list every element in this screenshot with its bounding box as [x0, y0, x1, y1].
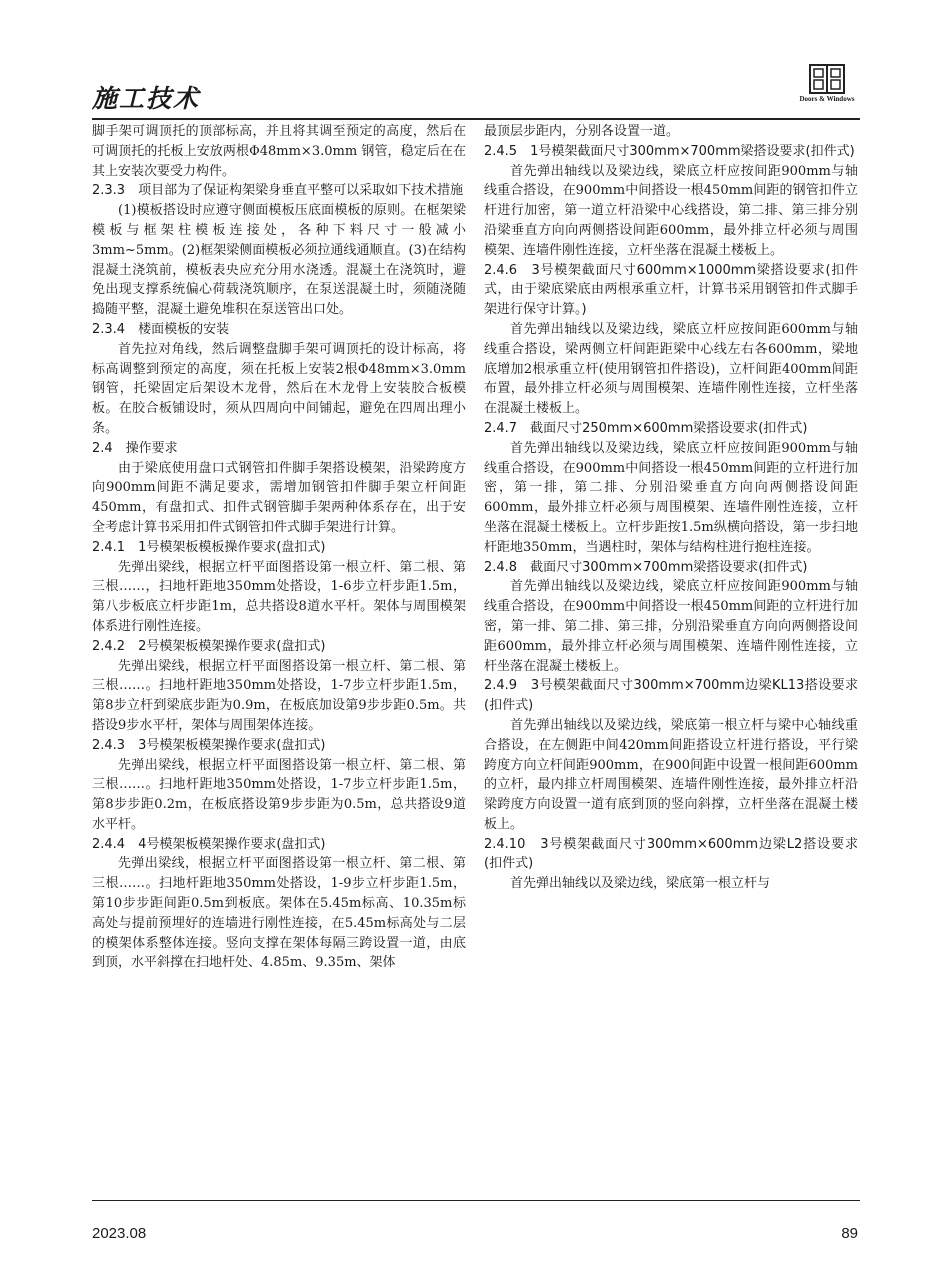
body-paragraph: 首先弹出轴线以及梁边线，梁底立杆应按间距900mm与轴线重合搭设，在900mm中间搭设一根450mm间距的立杆进行加密，第一排、第二排、第三排，分别沿梁垂直方向向两侧搭设间距600mm，最外排立杆必须与周围模架、连墙件刚性连接，立杆坐落在混凝土楼板上。 — [484, 579, 858, 674]
right-column — [484, 122, 858, 894]
body-paragraph: 最顶层步距内，分别各设置一道。 — [484, 124, 680, 139]
body-paragraph: (1)模板搭设时应遵守侧面模板压底面模板的原则。在框架梁模板与框架柱模板连接处，各种下料尺寸一般减小3mm~5mm。(2)框架梁侧面模板必须拉通线通顺直。(3)在结构混凝土浇筑前，模板表央应充分用水浇透。混凝土在浇筑时，避免出现支撑系统偏心荷载浇筑顺序，在泵送混凝土时，须随浇随捣随平整，混凝土避免堆积在泵送管出口处。 — [92, 203, 466, 318]
section-heading: 2.4.1 1号模架板模板操作要求(盘扣式) — [92, 539, 326, 555]
body-paragraph: 先弹出梁线，根据立杆平面图搭设第一根立杆、第二根、第三根……。扫地杆距地350mm处搭设，1-7步立杆步距1.5m，第8步立杆到梁底步距为0.9m，在板底加设第9步步距0.5m。共搭设9步水平杆，架体与周围架体连接。 — [92, 658, 466, 733]
window-logo-icon — [809, 64, 845, 94]
header-rule — [92, 118, 860, 120]
section-heading: 2.4.7 截面尺寸250mm×600mm梁搭设要求(扣件式) — [484, 420, 808, 436]
section-heading: 2.4.8 截面尺寸300mm×700mm梁搭设要求(扣件式) — [484, 559, 808, 575]
body-paragraph: 首先弹出轴线以及梁边线，梁底第一根立杆与 — [510, 876, 771, 892]
section-heading: 2.4.10 3号模架截面尺寸300mm×600mm边梁L2搭设要求(扣件式) — [484, 836, 858, 872]
section-heading: 2.4.5 1号模架截面尺寸300mm×700mm梁搭设要求(扣件式) — [484, 143, 855, 159]
doors-windows-logo — [796, 64, 858, 104]
body-paragraph: 由于梁底使用盘口式钢管扣件脚手架搭设模架，沿梁跨度方向900mm间距不满足要求，需增加钢管扣件脚手架立杆间距450mm，有盘扣式、扣件式钢管脚手架两种体系存在，出于安全考虑计算书采用扣件式钢管扣件式脚手架进行计算。 — [92, 460, 466, 535]
body-paragraph: 脚手架可调顶托的顶部标高，并且将其调至预定的高度，然后在可调顶托的托板上安放两根Φ48mm×3.0mm 钢管，稳定后在在其上安装次要受力构件。 — [92, 124, 466, 179]
body-paragraph: 首先拉对角线，然后调整盘脚手架可调顶托的设计标高，将标高调整到预定的高度，须在托板上安装2根Φ48mm×3.0mm钢管，托梁固定后架设木龙骨，然后在木龙骨上安装胶合板模板。在胶合板铺设时，须从四周向中间铺起，避免在四周出理小条。 — [92, 341, 466, 436]
footer-rule — [92, 1200, 860, 1201]
body-paragraph: 首先弹出轴线以及梁边线，梁底第一根立杆与梁中心轴线重合搭设，在左侧距中间420mm间距搭设立杆进行搭设，平行梁跨度方向立杆间距900mm，在900间距中设置一根间距600mm的立杆，最内排立杆周围模架、连墙件刚性连接，最外排立杆沿梁跨度方向设置一道有底到顶的竖向斜撑，立杆坐落在混凝土楼板上。 — [484, 717, 858, 832]
body-paragraph: 首先弹出轴线以及梁边线，梁底立杆应按间距900mm与轴线重合搭设，在900mm中间搭设一根450mm间距的钢管扣件立杆进行加密，第一道立杆沿梁中心线搭设，第二排、第三排分别沿梁垂直方向向两侧搭设间距600mm，最外排立杆必须与周围模架、连墙件刚性连接，立杆坐落在混凝土楼板上。 — [484, 163, 858, 258]
section-heading: 2.4.2 2号模架板模架操作要求(盘扣式) — [92, 638, 326, 654]
logo-text: Doors & Windows — [799, 95, 855, 103]
body-paragraph: 先弹出梁线，根据立杆平面图搭设第一根立杆、第二根、第三根……。扫地杆距地350mm处搭设，1-7步立杆步距1.5m，第8步步距0.2m，在板底搭设第9步步距为0.5m，总共搭设9道水平杆。 — [92, 757, 466, 832]
body-paragraph: 先弹出梁线，根据立杆平面图搭设第一根立杆、第二根、第三根……。扫地杆距地350mm处搭设，1-9步立杆步距1.5m，第10步步距间距0.5m到板底。架体在5.45m标高、10.35m标高处与提前预埋好的连墙进行刚性连接，在5.45m标高处与二层的模架体系整体连接。竖向支撑在架体每隔三跨设置一道，由底到顶，水平斜撑在扫地杆处、4.85m、9.35m、架体 — [92, 856, 466, 971]
section-heading: 2.4.3 3号模架板模架操作要求(盘扣式) — [92, 737, 326, 753]
section-heading: 2.4.6 3号模架截面尺寸600mm×1000mm梁搭设要求(扣件式，由于梁底梁底由两根承重立杆，计算书采用钢管扣件式脚手架进行保守计算。) — [484, 262, 858, 318]
section-heading: 2.4.9 3号模架截面尺寸300mm×700mm边梁KL13搭设要求(扣件式) — [484, 678, 858, 714]
page-number: 89 — [841, 1225, 858, 1242]
body-paragraph: 首先弹出轴线以及梁边线，梁底立杆应按间距600mm与轴线重合搭设，梁两侧立杆间距距梁中心线左右各600mm，梁地底增加2根承重立杆(使用钢管扣件搭设)，立杆间距400mm间距布置，最外排立杆必须与周围模架、连墙件刚性连接，立杆坐落在混凝土楼板上。 — [484, 321, 858, 417]
section-heading: 2.3.3 项目部为了保证构架梁身垂直平整可以采取如下技术措施 — [92, 183, 464, 199]
section-title: 施工技术 — [92, 84, 201, 113]
left-column — [92, 122, 466, 973]
section-heading: 2.4 操作要求 — [92, 440, 178, 456]
body-paragraph: 首先弹出轴线以及梁边线，梁底立杆应按间距900mm与轴线重合搭设，在900mm中间搭设一根450mm间距的立杆进行加密，第一排，第二排、分别沿梁垂直方向向两侧搭设间距600mm，最外排立杆必须与周围模架、连墙件刚性连接，立杆坐落在混凝土楼板上。立杆步距按1.5m纵横向搭设，第一步扫地杆距地350mm，当遇柱时，架体与结构柱进行抱柱连接。 — [484, 440, 858, 555]
body-paragraph: 先弹出梁线，根据立杆平面图搭设第一根立杆、第二根、第三根……，扫地杆距地350mm处搭设，1-6步立杆步距1.5m，第八步板底立杆步距1m，总共搭设8道水平杆。架体与周围模架体系进行刚性连接。 — [92, 559, 466, 634]
section-heading: 2.3.4 楼面模板的安装 — [92, 321, 230, 337]
section-heading: 2.4.4 4号模架板模架操作要求(盘扣式) — [92, 836, 326, 852]
issue-date: 2023.08 — [92, 1225, 147, 1242]
